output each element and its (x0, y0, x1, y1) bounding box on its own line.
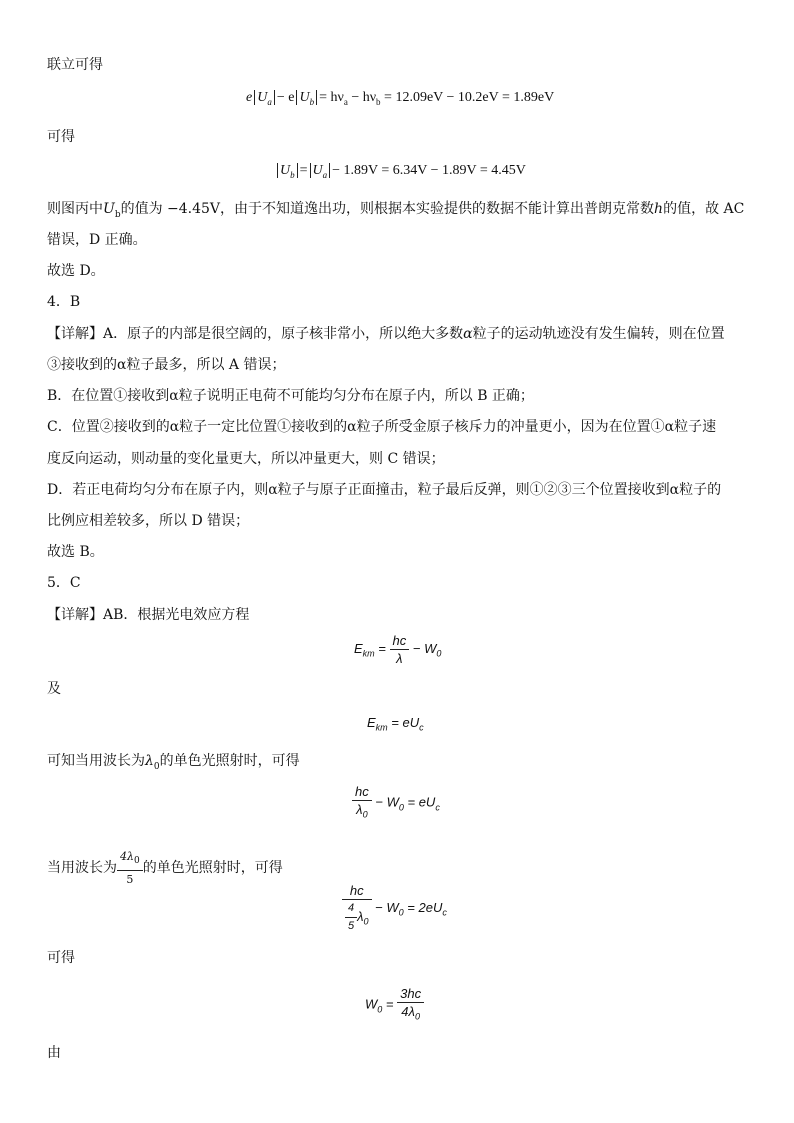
equation-4: $E_{km} = eU_c$ (367, 715, 424, 733)
equation-1: e $U_a - e$ $U_b = h\nu_a - h\nu_b = 12.09eV - 10.2eV = 1.89eV$ (246, 90, 555, 107)
text-line: ③接收到的α粒子最多，所以 A 错误； (47, 357, 286, 373)
text-line: 故选 B。 (47, 544, 104, 560)
text-line: B．在位置①接收到α粒子说明正电荷不可能均匀分布在原子内，所以 B 正确； (47, 388, 534, 404)
equation-3: $E_{km}$ = $\frac{hc}{\lambda}$ − $W_0$ (354, 633, 442, 666)
text-line: 可得 (47, 129, 75, 145)
text-line: 可知当用波长为$\lambda_0$的单色光照射时，可得 (47, 753, 300, 772)
text-line: 【详解】A．原子的内部是很空阔的，原子核非常小，所以绝大多数α粒子的运动轨迹没有发生偏转，则在位置 (47, 326, 725, 342)
text-line: 由 (47, 1045, 61, 1061)
text-line: 则图丙中$U_b$的值为 −4.45V，由于不知道逸出功，则根据本实验提供的数据不能计算出普朗克常数h的值，故 AC (47, 201, 745, 220)
text-line: 比例应相差较多，所以 D 错误； (47, 513, 250, 529)
equation-7: $W_0$ = $\frac{3hc}{4\lambda_0}$ (365, 985, 424, 1026)
text-line: 当用波长为 $\frac{4\lambda_0}{5}$ 的单色光照射时，可得 (47, 850, 283, 887)
text-line: 度反向运动，则动量的变化量更大，所以冲量更大，则 C 错误； (47, 451, 445, 467)
text-line: 可得 (47, 950, 75, 966)
text-line: 及 (47, 681, 61, 697)
text-line: 【详解】AB．根据光电效应方程 (47, 607, 250, 623)
text-line: 5．C (47, 575, 81, 591)
equation-5: $\frac{hc}{\lambda_0}$ − $W_0 = eU_c$ (352, 783, 440, 824)
equation-2: $U_b = U_a - 1.89V = 6.34V - 1.89V = 4.45V$ (275, 163, 526, 180)
text-line: C．位置②接收到的α粒子一定比位置①接收到的α粒子所受金原子核斥力的冲量更小，因为在位置①α粒子速 (47, 419, 717, 435)
equation-6: hc $\frac{4}{5}$ $\lambda_0$ − $W_0 = 2eU_c$ (342, 882, 447, 935)
text-line: 联立可得 (47, 57, 103, 73)
text-line: 故选 D。 (47, 263, 105, 279)
text-line: D．若正电荷均匀分布在原子内，则α粒子与原子正面撞击，粒子最后反弹，则①②③三个位置接收到α粒子的 (47, 482, 722, 498)
text-line: 错误，D 正确。 (47, 232, 147, 248)
text-line: 4．B (47, 294, 81, 310)
